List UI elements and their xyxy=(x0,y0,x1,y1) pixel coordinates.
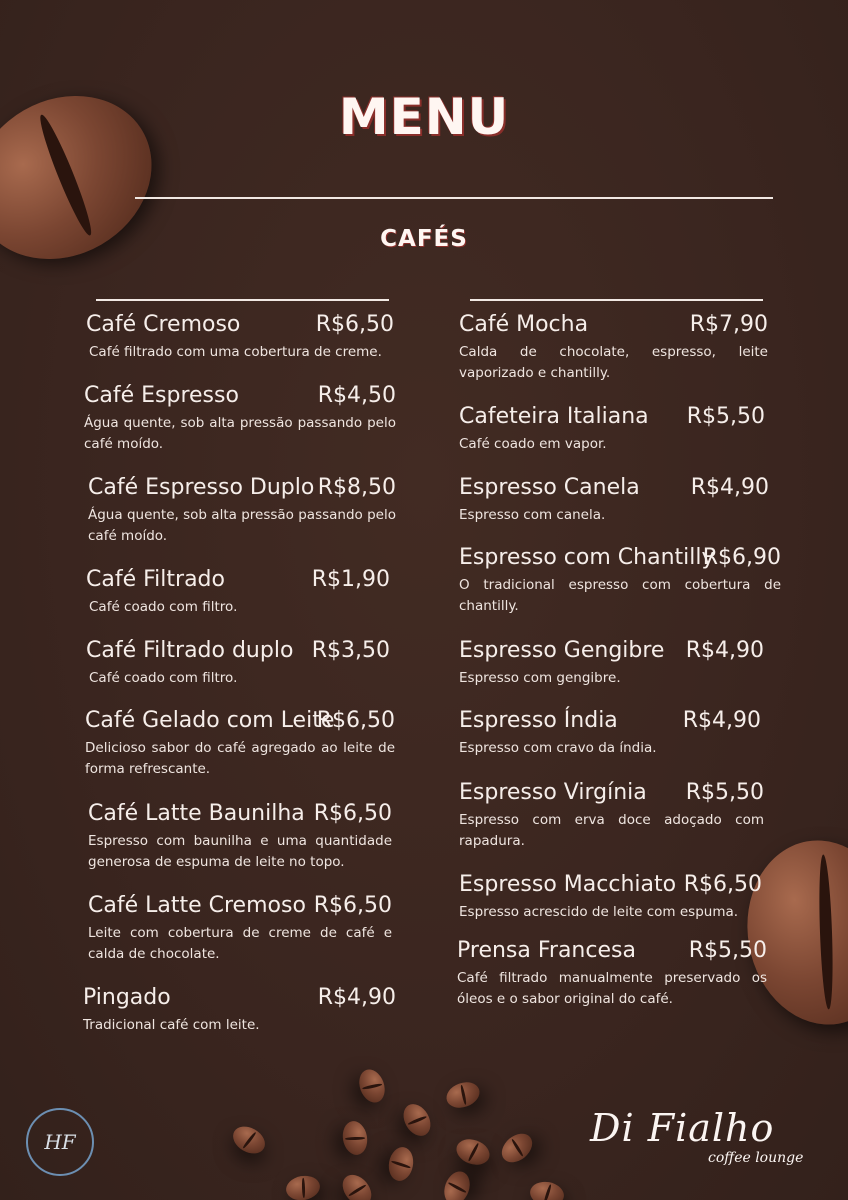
item-price: R$4,90 xyxy=(317,985,396,1010)
menu-item xyxy=(88,893,392,965)
item-name: Prensa Francesa xyxy=(457,938,636,963)
menu-item xyxy=(459,872,762,923)
item-price: R$5,50 xyxy=(688,938,767,963)
item-description: Espresso acrescido de leite com espuma. xyxy=(459,904,739,920)
coffee-bean-image xyxy=(355,1066,389,1106)
item-name: Café Latte Cremoso xyxy=(88,893,306,918)
coffee-bean-image xyxy=(443,1078,483,1112)
item-price: R$5,50 xyxy=(686,404,765,429)
coffee-bean-image xyxy=(386,1145,416,1183)
menu-item xyxy=(457,938,767,1010)
menu-item xyxy=(459,638,764,689)
item-name: Pingado xyxy=(83,985,171,1010)
item-price: R$6,50 xyxy=(313,801,392,826)
menu-item xyxy=(83,985,396,1036)
hf-logo xyxy=(26,1108,94,1176)
item-price: R$4,50 xyxy=(317,383,396,408)
item-description: Café coado com filtro. xyxy=(89,670,238,686)
item-name: Cafeteira Italiana xyxy=(459,404,649,429)
coffee-bean-image xyxy=(398,1099,436,1140)
item-name: Café Latte Baunilha xyxy=(88,801,305,826)
item-description: Espresso com cravo da índia. xyxy=(459,740,657,756)
item-price: R$6,50 xyxy=(315,312,394,337)
item-name: Café Espresso xyxy=(84,383,239,408)
item-name: Café Filtrado duplo xyxy=(86,638,294,663)
item-price: R$1,90 xyxy=(311,567,390,592)
item-description: Café coado em vapor. xyxy=(459,436,607,452)
item-description: Espresso com erva doce adoçado com rapadura. xyxy=(459,812,764,849)
item-price: R$4,90 xyxy=(685,638,764,663)
item-description: Tradicional café com leite. xyxy=(83,1017,260,1033)
item-price: R$6,50 xyxy=(316,708,395,733)
item-price: R$7,90 xyxy=(689,312,768,337)
menu-title: MENU xyxy=(338,88,510,146)
item-name: Café Gelado com Leite xyxy=(85,708,335,733)
divider xyxy=(135,197,773,199)
item-name: Espresso Virgínia xyxy=(459,780,647,805)
item-description: Espresso com baunilha e uma quantidade generosa de espuma de leite no topo. xyxy=(88,833,392,870)
coffee-bean-image xyxy=(440,1168,474,1200)
brand-logo xyxy=(590,1106,820,1166)
menu-item xyxy=(84,383,396,455)
divider xyxy=(96,299,389,301)
item-description: Água quente, sob alta pressão passando pelo café moído. xyxy=(84,415,396,452)
coffee-bean-image xyxy=(228,1121,269,1159)
menu-item xyxy=(88,801,392,873)
item-price: R$6,50 xyxy=(313,893,392,918)
item-price: R$6,50 xyxy=(683,872,762,897)
item-name: Espresso Índia xyxy=(459,708,618,733)
item-description: Calda de chocolate, espresso, leite vaporizado e chantilly. xyxy=(459,344,768,381)
item-name: Espresso Canela xyxy=(459,475,640,500)
menu-item xyxy=(85,708,395,780)
coffee-bean-image xyxy=(528,1179,566,1200)
item-price: R$5,50 xyxy=(685,780,764,805)
item-price: R$8,50 xyxy=(317,475,396,500)
item-description: Espresso com canela. xyxy=(459,507,606,523)
menu-item xyxy=(88,475,396,547)
item-name: Espresso com Chantilly xyxy=(459,545,715,570)
item-description: Café filtrado manualmente preservado os óleos e o sabor original do café. xyxy=(457,970,767,1007)
coffee-bean-image xyxy=(496,1128,537,1168)
item-price: R$4,90 xyxy=(682,708,761,733)
item-description: Água quente, sob alta pressão passando pelo café moído. xyxy=(88,507,396,544)
coffee-bean-image xyxy=(284,1173,322,1200)
item-description: O tradicional espresso com cobertura de chantilly. xyxy=(459,577,781,614)
item-description: Café filtrado com uma cobertura de creme. xyxy=(89,344,382,360)
item-name: Café Filtrado xyxy=(86,567,225,592)
coffee-bean-image xyxy=(340,1119,370,1157)
menu-item xyxy=(459,545,781,617)
menu-item xyxy=(86,638,390,689)
menu-item xyxy=(86,312,394,363)
item-description: Leite com cobertura de creme de café e calda de chocolate. xyxy=(88,925,392,962)
section-title: CAFÉS xyxy=(380,226,468,252)
menu-item xyxy=(459,780,764,852)
item-price: R$6,90 xyxy=(702,545,781,570)
brand-tagline: coffee lounge xyxy=(708,1150,804,1166)
item-name: Espresso Macchiato xyxy=(459,872,677,897)
item-price: R$4,90 xyxy=(690,475,769,500)
divider xyxy=(470,299,763,301)
brand-name: Di Fialho xyxy=(590,1106,775,1150)
item-name: Café Espresso Duplo xyxy=(88,475,315,500)
menu-item xyxy=(459,312,768,384)
menu-item xyxy=(459,708,761,759)
item-price: R$3,50 xyxy=(311,638,390,663)
item-description: Café coado com filtro. xyxy=(89,599,238,615)
item-description: Delicioso sabor do café agregado ao leite de forma refrescante. xyxy=(85,740,395,777)
coffee-bean-image xyxy=(453,1135,493,1169)
menu-item xyxy=(86,567,390,618)
menu-item xyxy=(459,475,769,526)
item-name: Café Mocha xyxy=(459,312,589,337)
item-name: Espresso Gengibre xyxy=(459,638,665,663)
menu-item xyxy=(459,404,765,455)
hf-logo-text: HF xyxy=(44,1130,76,1154)
item-name: Café Cremoso xyxy=(86,312,241,337)
item-description: Espresso com gengibre. xyxy=(459,670,621,686)
coffee-bean-image xyxy=(337,1169,377,1200)
